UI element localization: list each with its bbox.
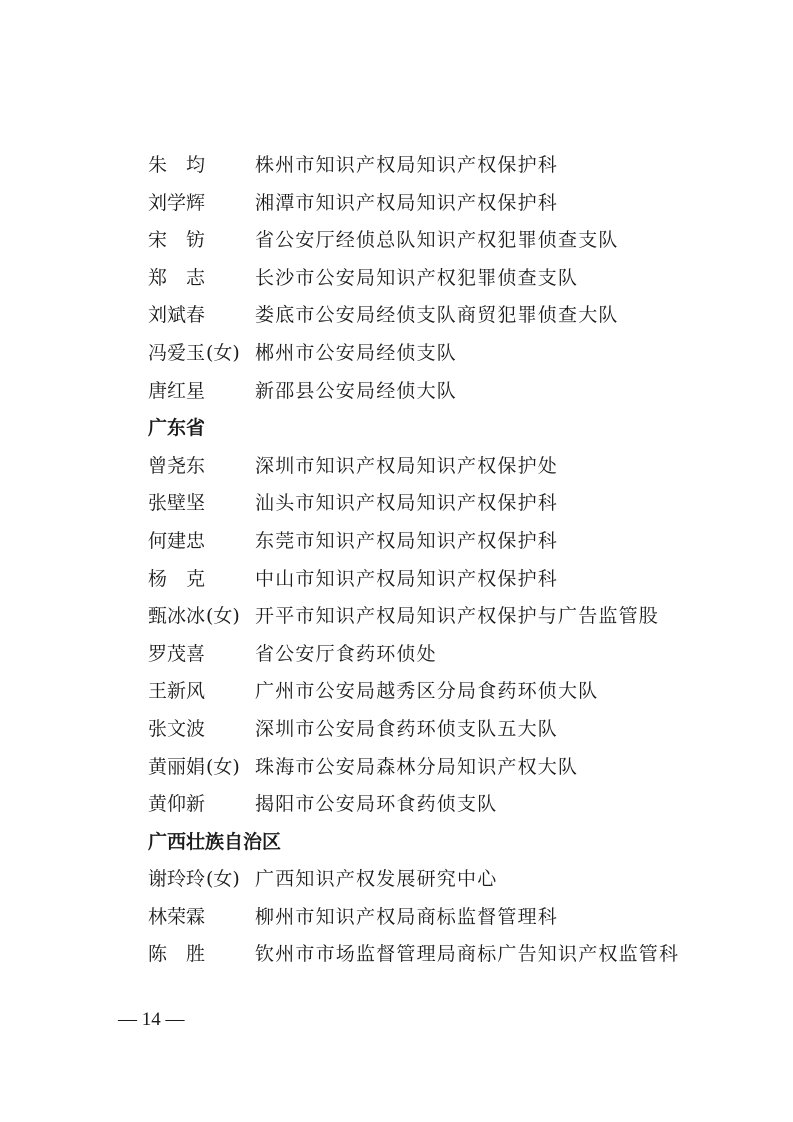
page-number: — 14 —	[118, 1009, 185, 1030]
list-item	[148, 561, 748, 599]
work-unit: 娄底市公安局经侦支队商贸犯罪侦查大队	[255, 304, 619, 327]
person-name: 杨克	[148, 567, 225, 590]
work-unit: 广州市公安局越秀区分局食药环侦大队	[255, 680, 599, 703]
work-unit: 郴州市公安局经侦支队	[255, 341, 458, 364]
list-item	[148, 297, 748, 335]
list-item	[148, 335, 748, 373]
work-unit: 新邵县公安局经侦大队	[255, 379, 458, 402]
list-item	[148, 861, 748, 899]
person-name: 刘学辉	[148, 191, 206, 214]
list-item	[148, 448, 748, 486]
list-item	[148, 523, 748, 561]
person-name: 张壁坚	[148, 492, 206, 515]
person-name: 王新风	[148, 680, 206, 703]
list-item	[148, 222, 748, 260]
work-unit: 珠海市公安局森林分局知识产权大队	[255, 755, 579, 778]
person-name: 郑志	[148, 266, 225, 289]
work-unit: 长沙市公安局知识产权犯罪侦查支队	[255, 266, 579, 289]
work-unit: 湘潭市知识产权局知识产权保护科	[255, 191, 559, 214]
work-unit: 东莞市知识产权局知识产权保护科	[255, 529, 559, 552]
person-name: 黄仰新	[148, 793, 206, 816]
person-name: 何建忠	[148, 529, 206, 552]
work-unit: 开平市知识产权局知识产权保护与广告监管股	[255, 605, 660, 628]
list-item	[148, 260, 748, 298]
person-name: 宋钫	[148, 229, 225, 252]
list-item	[148, 373, 748, 411]
list-item	[148, 711, 748, 749]
gender-note: (女)	[206, 605, 240, 628]
list-item	[148, 673, 748, 711]
person-name: 林荣霖	[148, 905, 206, 928]
work-unit: 广西知识产权发展研究中心	[255, 868, 498, 891]
list-item	[148, 749, 748, 787]
list-item	[148, 485, 748, 523]
person-name: 罗茂喜	[148, 642, 206, 665]
work-unit: 钦州市市场监督管理局商标广告知识产权监管科	[255, 943, 680, 966]
work-unit: 株州市知识产权局知识产权保护科	[255, 154, 559, 176]
list-item	[148, 147, 748, 185]
work-unit: 揭阳市公安局环食药侦支队	[255, 793, 498, 816]
person-name: 朱均	[148, 154, 225, 176]
province-heading: 广东省	[148, 417, 206, 440]
work-unit: 汕头市知识产权局知识产权保护科	[255, 492, 559, 515]
list-item	[148, 185, 748, 223]
gender-note: (女)	[206, 341, 240, 364]
work-unit: 省公安厅经侦总队知识产权犯罪侦查支队	[255, 229, 619, 252]
list-item	[148, 636, 748, 674]
list-item	[148, 598, 748, 636]
work-unit: 柳州市知识产权局商标监督管理科	[255, 905, 559, 928]
work-unit: 深圳市知识产权局知识产权保护处	[255, 454, 559, 477]
gender-note: (女)	[206, 868, 240, 891]
province-heading: 广西壮族自治区	[148, 830, 282, 853]
list-item	[148, 899, 748, 937]
work-unit: 深圳市公安局食药环侦支队五大队	[255, 717, 559, 740]
person-name: 黄丽娟	[148, 755, 206, 778]
person-name: 谢玲玲	[148, 868, 206, 891]
person-name: 陈胜	[148, 943, 225, 966]
list-item	[148, 936, 748, 974]
work-unit: 省公安厅食药环侦处	[255, 642, 437, 665]
person-name: 曾尧东	[148, 454, 206, 477]
entry-list	[148, 147, 748, 974]
work-unit: 中山市知识产权局知识产权保护科	[255, 567, 559, 590]
person-name: 唐红星	[148, 379, 206, 402]
list-item	[148, 786, 748, 824]
person-name: 刘斌春	[148, 304, 206, 327]
person-name: 甄冰冰	[148, 605, 206, 628]
person-name: 冯爱玉	[148, 341, 206, 364]
person-name: 张文波	[148, 717, 206, 740]
gender-note: (女)	[206, 755, 240, 778]
